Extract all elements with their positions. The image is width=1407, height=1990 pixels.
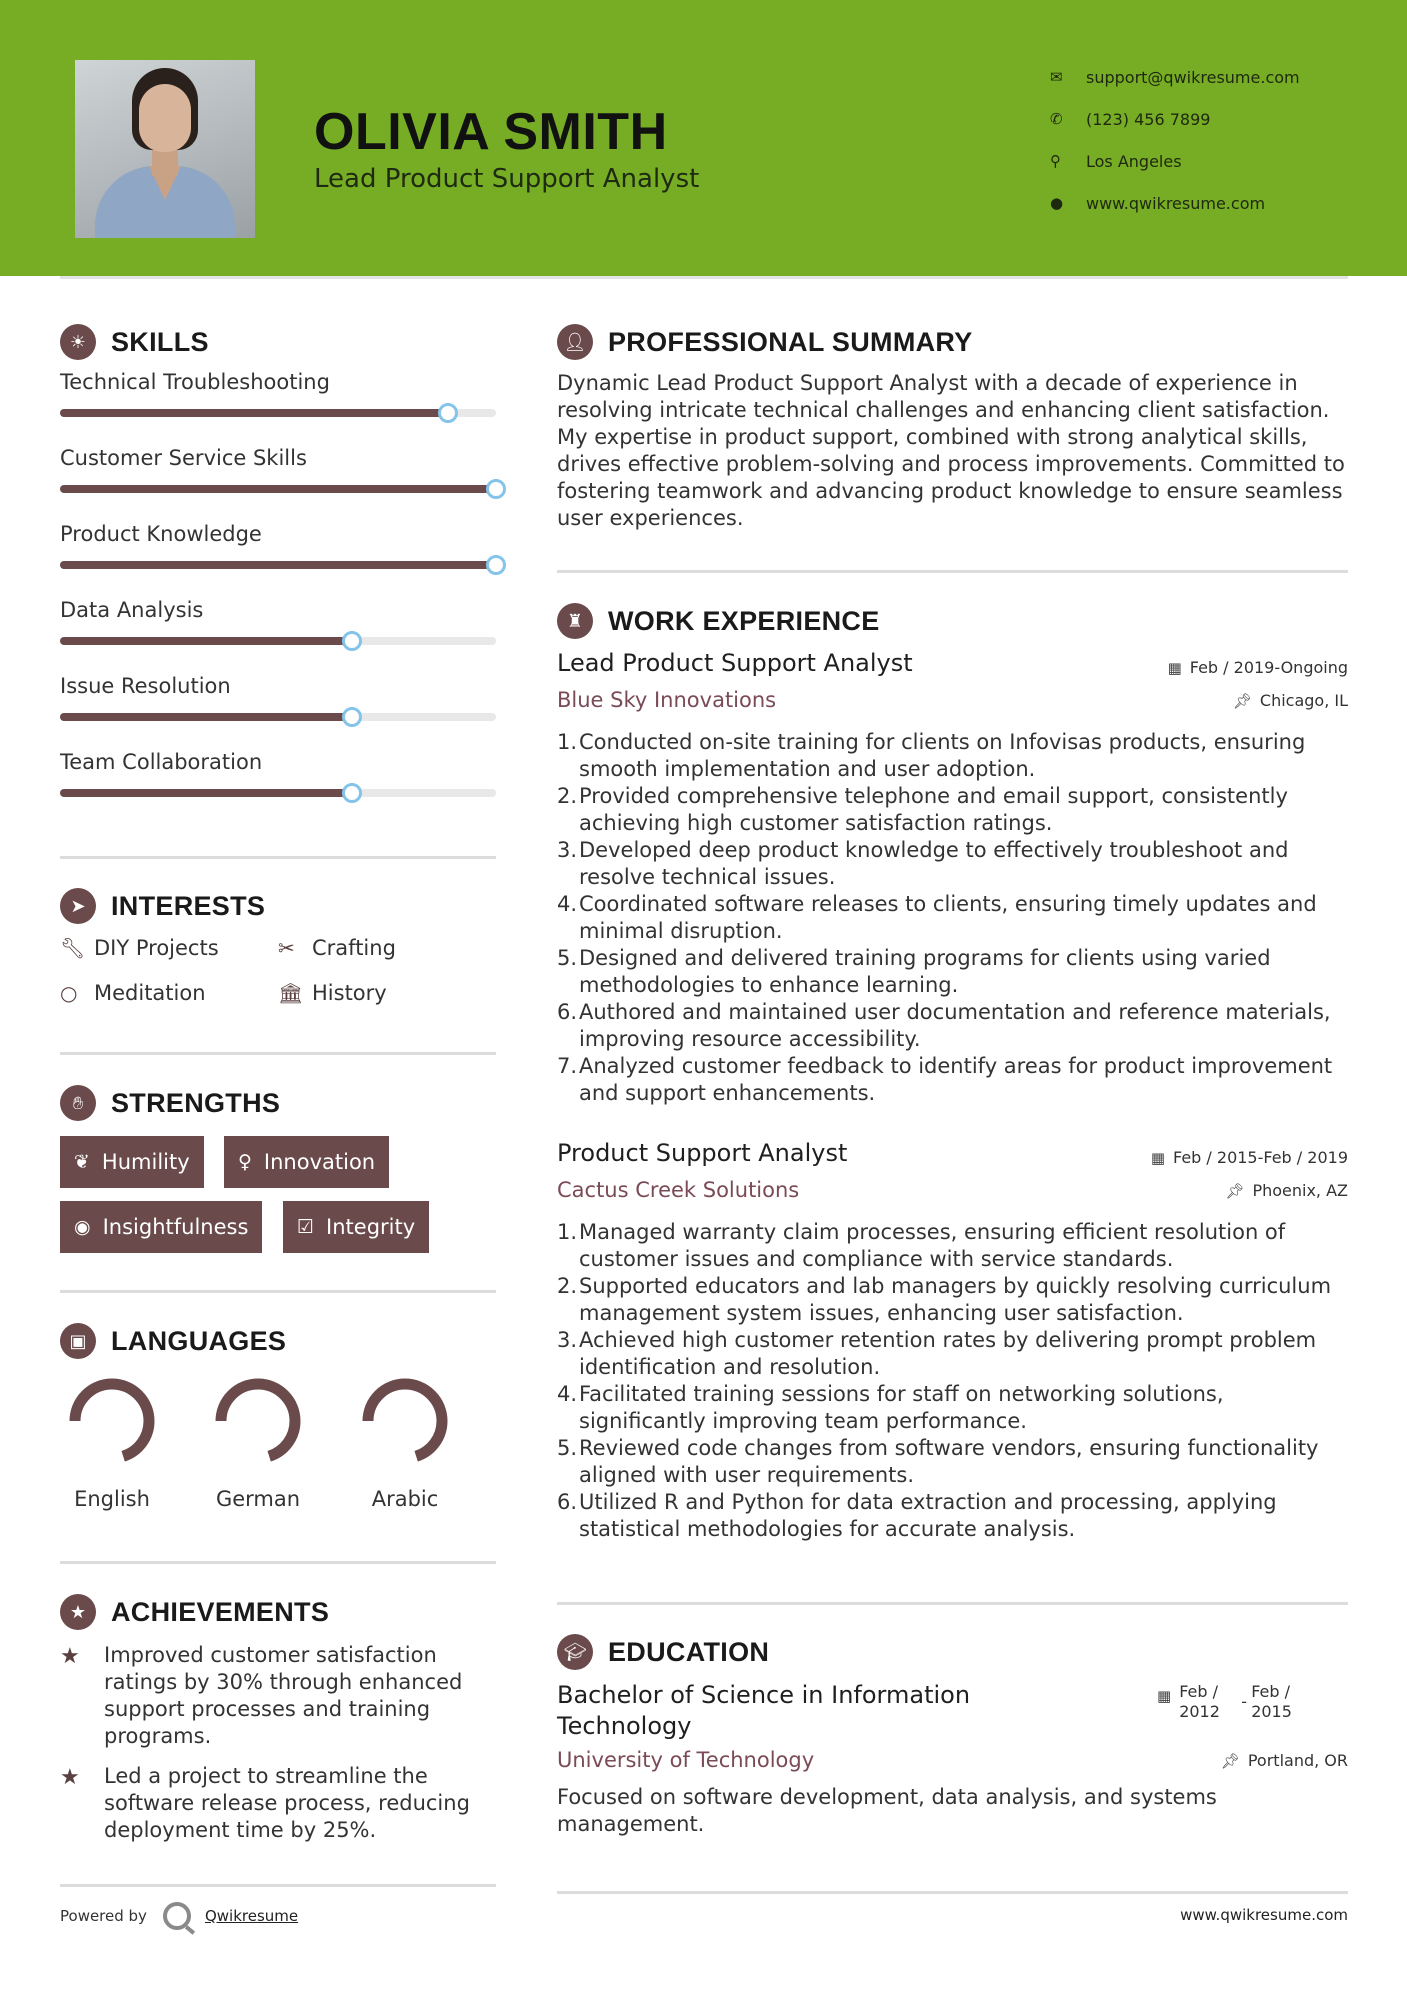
interest-item bbox=[60, 936, 219, 960]
calendar-icon: ▦ bbox=[1157, 1687, 1172, 1705]
language-item bbox=[47, 1373, 177, 1511]
skill-bar-track bbox=[60, 637, 496, 645]
duty-item bbox=[557, 1053, 1352, 1107]
strength-badge bbox=[224, 1136, 389, 1188]
star-badge-icon: ★ bbox=[60, 1594, 96, 1630]
job-location bbox=[1233, 691, 1348, 710]
skill-bar-fill bbox=[60, 485, 496, 493]
language-level-arc bbox=[221, 1384, 295, 1458]
contact-phone[interactable] bbox=[1050, 98, 1300, 140]
candidate-name: OLIVIA SMITH bbox=[314, 103, 668, 161]
achievement-item bbox=[60, 1642, 496, 1750]
candidate-title: Lead Product Support Analyst bbox=[314, 164, 700, 194]
skill-level-handle bbox=[342, 631, 362, 651]
language-level-ring bbox=[210, 1373, 306, 1469]
languages-heading-label: LANGUAGES bbox=[111, 1325, 287, 1356]
resume-header bbox=[0, 0, 1407, 276]
skill-label: Technical Troubleshooting bbox=[60, 370, 330, 394]
skill-level-handle bbox=[342, 707, 362, 727]
skill-label: Customer Service Skills bbox=[60, 446, 307, 470]
language-level-arc bbox=[368, 1384, 442, 1458]
job-location-text: Phoenix, AZ bbox=[1252, 1181, 1348, 1200]
interest-item bbox=[278, 981, 387, 1005]
duty-item bbox=[557, 1489, 1352, 1543]
skill-label: Data Analysis bbox=[60, 598, 204, 622]
skill-bar-track bbox=[60, 409, 496, 417]
skill-bar-fill bbox=[60, 713, 352, 721]
duty-number: 5. bbox=[557, 1436, 578, 1460]
duty-text: Managed warranty claim processes, ensuring efficient resolution of customer issues and compliance with service standards. bbox=[579, 1220, 1286, 1271]
language-label: German bbox=[215, 1487, 301, 1511]
education-degree: Bachelor of Science in Information Technology bbox=[557, 1681, 971, 1740]
wrench-icon: 🔧︎ bbox=[60, 936, 86, 960]
strength-label: Integrity bbox=[326, 1215, 416, 1239]
duty-number: 6. bbox=[557, 1000, 578, 1024]
education-date-end: Feb / 2015 bbox=[1251, 1682, 1292, 1721]
duty-text: Developed deep product knowledge to effectively troubleshoot and resolve technical issues. bbox=[579, 838, 1289, 889]
lightbulb-icon: ♀ bbox=[238, 1151, 252, 1173]
contact-location bbox=[1050, 140, 1300, 182]
skill-label: Product Knowledge bbox=[60, 522, 262, 546]
strength-badge bbox=[283, 1201, 429, 1253]
globe-icon: ● bbox=[1050, 194, 1064, 212]
experience-heading-label: WORK EXPERIENCE bbox=[608, 605, 880, 636]
skill-item bbox=[60, 522, 496, 546]
lightbulb-icon: ☀ bbox=[60, 324, 96, 360]
duty-text: Utilized R and Python for data extraction and processing, applying statistical methodologies for accurate analysis. bbox=[579, 1490, 1277, 1541]
calendar-icon: ▦ bbox=[1150, 1148, 1165, 1167]
leaf-icon: ❦ bbox=[74, 1151, 90, 1173]
education-location-text: Portland, OR bbox=[1247, 1751, 1348, 1770]
duty-number: 3. bbox=[557, 1328, 578, 1352]
check-square-icon: ☑ bbox=[297, 1216, 315, 1238]
skill-item bbox=[60, 446, 496, 470]
duty-text: Facilitated training sessions for staff on networking solutions, significantly improving team performance. bbox=[579, 1382, 1224, 1433]
strength-label: Humility bbox=[101, 1150, 190, 1174]
strength-badge bbox=[60, 1136, 204, 1188]
skill-bar-track bbox=[60, 789, 496, 797]
duty-text: Reviewed code changes from software vendors, ensuring functionality aligned with user requirements. bbox=[579, 1436, 1319, 1487]
section-divider bbox=[557, 570, 1348, 573]
duty-text: Achieved high customer retention rates by delivering prompt problem identification and resolution. bbox=[579, 1328, 1317, 1379]
interest-label: DIY Projects bbox=[94, 936, 219, 960]
language-item bbox=[193, 1373, 323, 1511]
interest-label: Meditation bbox=[94, 981, 206, 1005]
pushpin-icon: 📌︎ bbox=[1232, 691, 1252, 710]
job-dates-text: Feb / 2019-Ongoing bbox=[1189, 658, 1348, 677]
education-dates bbox=[1157, 1682, 1301, 1722]
paper-plane-icon: ➤ bbox=[60, 888, 96, 924]
skills-heading-label: SKILLS bbox=[111, 326, 209, 357]
qwikresume-logo-icon bbox=[163, 1902, 191, 1930]
eye-icon: ◉ bbox=[74, 1216, 91, 1238]
contact-email[interactable] bbox=[1050, 56, 1300, 98]
map-pin-icon: ⚲ bbox=[1050, 152, 1061, 170]
language-label: English bbox=[74, 1487, 150, 1511]
duty-number: 7. bbox=[557, 1054, 578, 1078]
pushpin-icon: 📌︎ bbox=[1220, 1751, 1240, 1770]
interest-item bbox=[278, 936, 396, 960]
duty-text: Provided comprehensive telephone and email support, consistently achieving high customer satisfaction ratings. bbox=[579, 784, 1288, 835]
calendar-icon: ▦ bbox=[1167, 658, 1182, 677]
duty-number: 1. bbox=[557, 730, 578, 754]
section-divider bbox=[60, 1561, 496, 1564]
duty-number: 2. bbox=[557, 1274, 578, 1298]
skill-item bbox=[60, 750, 496, 774]
strengths-heading bbox=[60, 1085, 280, 1121]
circle-icon: ○ bbox=[60, 981, 78, 1005]
job-title: Product Support Analyst bbox=[557, 1139, 848, 1167]
strength-label: Innovation bbox=[263, 1150, 376, 1174]
interest-item bbox=[60, 981, 206, 1005]
duty-item bbox=[557, 1273, 1352, 1327]
interest-label: Crafting bbox=[312, 936, 396, 960]
interests-heading-label: INTERESTS bbox=[111, 890, 266, 921]
job-company: Cactus Creek Solutions bbox=[557, 1178, 800, 1202]
skill-bar-fill bbox=[60, 637, 352, 645]
qwikresume-link[interactable]: Qwikresume bbox=[204, 1907, 299, 1925]
interests-heading bbox=[60, 888, 265, 924]
hand-icon: ✋︎ bbox=[60, 1085, 96, 1121]
section-divider bbox=[60, 1884, 496, 1887]
phone-icon: ✆ bbox=[1050, 110, 1063, 128]
section-divider bbox=[60, 1290, 496, 1293]
user-icon: 👤︎ bbox=[557, 324, 593, 360]
star-icon: ★ bbox=[60, 1765, 80, 1790]
scissors-icon: ✂ bbox=[278, 936, 295, 960]
skill-item bbox=[60, 598, 496, 622]
duty-number: 3. bbox=[557, 838, 578, 862]
job-title: Lead Product Support Analyst bbox=[557, 649, 913, 677]
languages-heading bbox=[60, 1323, 286, 1359]
skill-bar-track bbox=[60, 485, 496, 493]
skill-label: Team Collaboration bbox=[60, 750, 263, 774]
skill-level-handle bbox=[486, 555, 506, 575]
duty-item bbox=[557, 729, 1352, 783]
job-duties bbox=[557, 729, 1352, 1107]
skills-heading bbox=[60, 324, 209, 360]
skill-bar-track bbox=[60, 713, 496, 721]
section-divider bbox=[60, 1052, 496, 1055]
duty-item bbox=[557, 891, 1352, 945]
powered-by bbox=[60, 1902, 298, 1930]
achievements-heading-label: ACHIEVEMENTS bbox=[111, 1596, 330, 1627]
summary-heading-label: PROFESSIONAL SUMMARY bbox=[608, 326, 973, 357]
duty-text: Supported educators and lab managers by quickly resolving curriculum management system issues, enhancing user satisfaction. bbox=[579, 1274, 1332, 1325]
duty-text: Designed and delivered training programs for clients using varied methodologies to enhance learning. bbox=[579, 946, 1271, 997]
duty-item bbox=[557, 1219, 1352, 1273]
section-divider bbox=[60, 856, 496, 859]
experience-heading bbox=[557, 603, 880, 639]
date-separator: - bbox=[1241, 1692, 1247, 1711]
interest-label: History bbox=[312, 981, 387, 1005]
profile-photo bbox=[75, 60, 255, 238]
skill-level-handle bbox=[438, 403, 458, 423]
skill-level-handle bbox=[342, 783, 362, 803]
job-location bbox=[1225, 1181, 1348, 1200]
footer-website-link[interactable]: www.qwikresume.com bbox=[1180, 1906, 1348, 1924]
job-location-text: Chicago, IL bbox=[1259, 691, 1348, 710]
education-date-start: Feb / 2012 bbox=[1179, 1682, 1220, 1721]
duty-item bbox=[557, 783, 1352, 837]
contact-website-text: www.qwikresume.com bbox=[1086, 193, 1266, 213]
duty-item bbox=[557, 1381, 1352, 1435]
strengths-heading-label: STRENGTHS bbox=[111, 1087, 281, 1118]
skill-bar-track bbox=[60, 561, 496, 569]
section-divider bbox=[557, 1891, 1348, 1894]
skill-item bbox=[60, 674, 496, 698]
duty-text: Conducted on-site training for clients on Infovisas products, ensuring smooth implementation and user adoption. bbox=[579, 730, 1306, 781]
education-description: Focused on software development, data analysis, and systems management. bbox=[557, 1785, 1217, 1836]
summary-text: Dynamic Lead Product Support Analyst with a decade of experience in resolving intricate technical challenges and enhancing client satisfaction. My expertise in product support, combined with strong analytical skills, drives effective problem-solving and process improvements. Committed to fostering teamwork and advancing product knowledge to ensure seamless user experiences. bbox=[557, 371, 1345, 530]
achievement-text: Improved customer satisfaction ratings by 30% through enhanced support processes and training programs. bbox=[104, 1643, 463, 1748]
duty-number: 2. bbox=[557, 784, 578, 808]
skill-bar-fill bbox=[60, 561, 496, 569]
skill-bar-fill bbox=[60, 409, 448, 417]
powered-by-label: Powered by bbox=[60, 1907, 147, 1925]
contact-website[interactable] bbox=[1050, 182, 1300, 224]
education-heading-label: EDUCATION bbox=[608, 1636, 770, 1667]
job-duties bbox=[557, 1219, 1352, 1543]
strength-badge bbox=[60, 1201, 262, 1253]
duty-item bbox=[557, 1435, 1352, 1489]
graduation-icon: 🎓︎ bbox=[557, 1634, 593, 1670]
achievements-heading bbox=[60, 1594, 329, 1630]
contact-list bbox=[1050, 56, 1300, 224]
duty-number: 5. bbox=[557, 946, 578, 970]
duty-item bbox=[557, 1327, 1352, 1381]
language-level-arc bbox=[75, 1384, 149, 1458]
contact-phone-text: (123) 456 7899 bbox=[1086, 109, 1211, 129]
job-dates-text: Feb / 2015-Feb / 2019 bbox=[1173, 1148, 1348, 1167]
job-dates bbox=[1168, 658, 1348, 677]
envelope-icon: ✉ bbox=[1050, 68, 1063, 86]
pushpin-icon: 📌︎ bbox=[1225, 1181, 1245, 1200]
duty-number: 6. bbox=[557, 1490, 578, 1514]
achievement-text: Led a project to streamline the software release process, reducing deployment time by 25%. bbox=[104, 1764, 470, 1842]
language-item bbox=[340, 1373, 470, 1511]
duty-text: Analyzed customer feedback to identify areas for product improvement and support enhancements. bbox=[579, 1054, 1333, 1105]
section-divider bbox=[557, 1602, 1348, 1605]
skill-label: Issue Resolution bbox=[60, 674, 231, 698]
job-dates bbox=[1151, 1148, 1348, 1167]
duty-item bbox=[557, 837, 1352, 891]
contact-email-text: support@qwikresume.com bbox=[1086, 67, 1300, 87]
contact-location-text: Los Angeles bbox=[1086, 151, 1182, 171]
education-heading bbox=[557, 1634, 769, 1670]
duty-number: 4. bbox=[557, 892, 578, 916]
summary-heading bbox=[557, 324, 973, 360]
institution-icon: 🏛︎ bbox=[278, 981, 304, 1005]
duty-item bbox=[557, 945, 1352, 999]
chair-icon: ♜ bbox=[557, 603, 593, 639]
language-label: Arabic bbox=[371, 1487, 439, 1511]
education-location bbox=[1221, 1751, 1348, 1770]
star-icon: ★ bbox=[60, 1644, 80, 1669]
duty-item bbox=[557, 999, 1352, 1053]
education-school: University of Technology bbox=[557, 1748, 815, 1772]
duty-number: 1. bbox=[557, 1220, 578, 1244]
skill-item bbox=[60, 370, 496, 394]
strength-label: Insightfulness bbox=[102, 1215, 249, 1239]
duty-text: Authored and maintained user documentation and reference materials, improving resource accessibility. bbox=[579, 1000, 1331, 1051]
skill-level-handle bbox=[486, 479, 506, 499]
achievement-item bbox=[60, 1763, 496, 1844]
language-card-icon: ▣ bbox=[60, 1323, 96, 1359]
language-level-ring bbox=[357, 1373, 453, 1469]
job-company: Blue Sky Innovations bbox=[557, 688, 777, 712]
duty-number: 4. bbox=[557, 1382, 578, 1406]
header-divider bbox=[60, 276, 1348, 279]
skill-bar-fill bbox=[60, 789, 352, 797]
language-level-ring bbox=[64, 1373, 160, 1469]
duty-text: Coordinated software releases to clients, ensuring timely updates and minimal disruption. bbox=[579, 892, 1317, 943]
